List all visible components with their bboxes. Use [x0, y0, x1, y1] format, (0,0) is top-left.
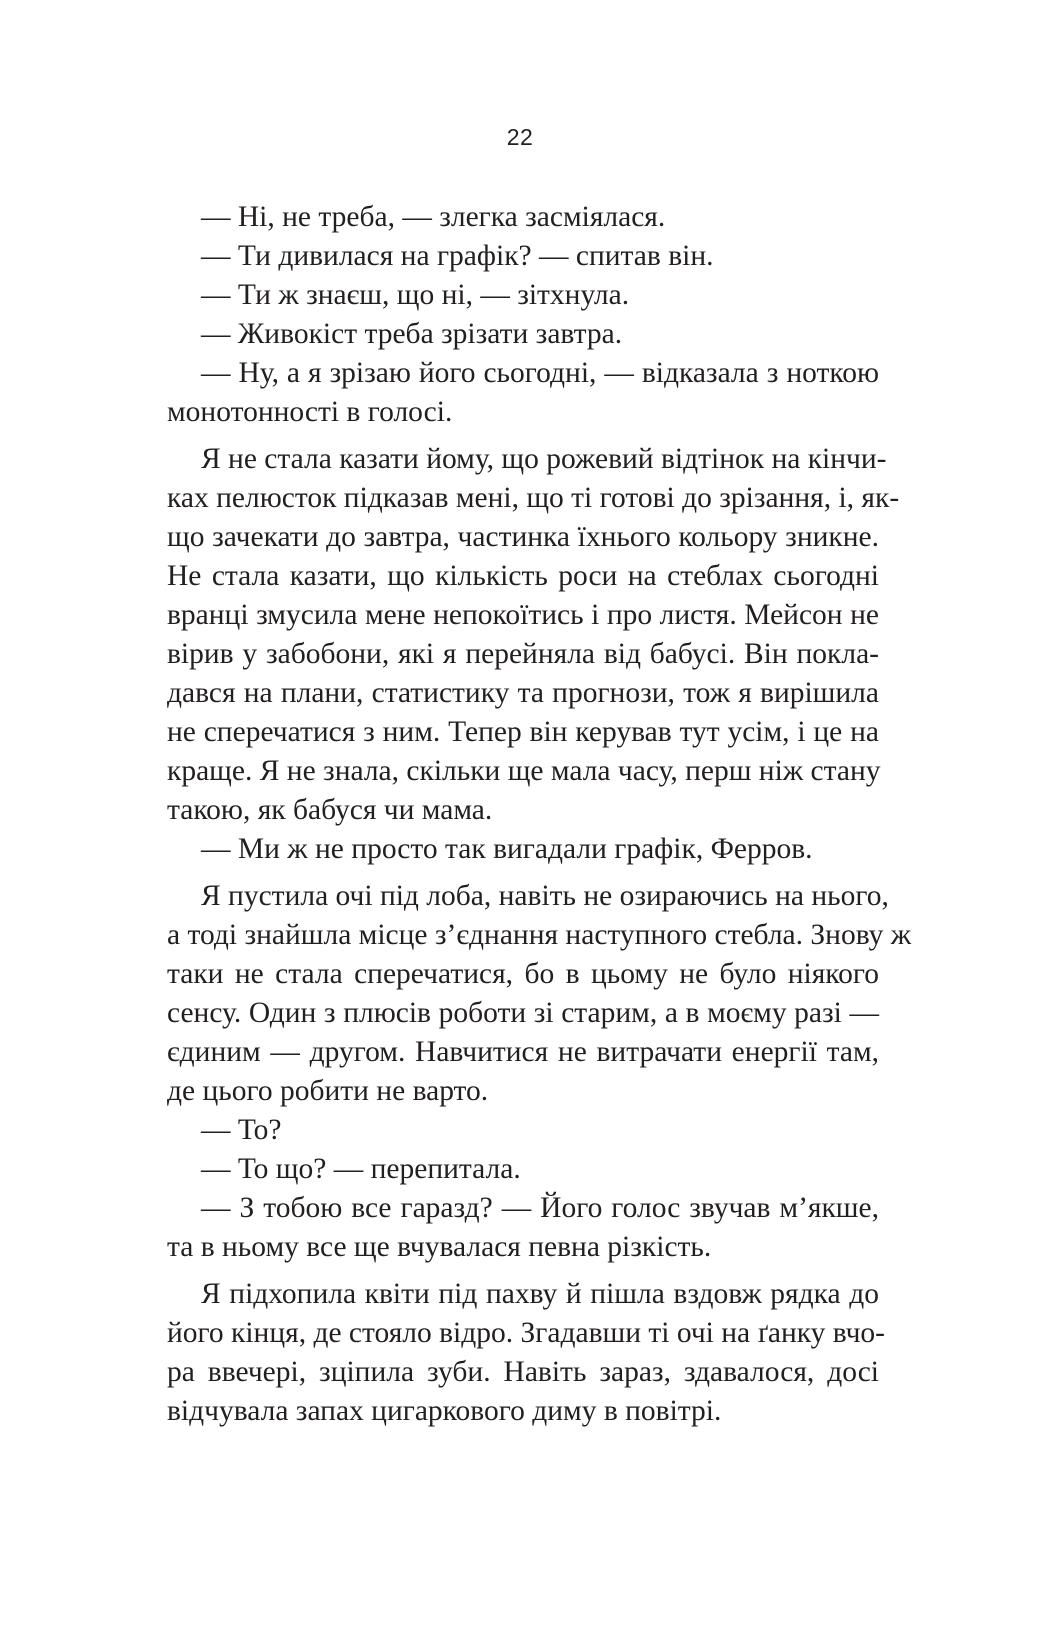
text-line: монотонності в голосі.	[167, 396, 453, 428]
text-line: ках пелюсток підказав мені, що ті готові до зрізання, і, як-	[167, 482, 900, 514]
body-text	[167, 198, 912, 1431]
paragraph-gap	[167, 1267, 879, 1275]
text-line: дався на плани, статистику та прогнози, тож я вирішила	[167, 677, 879, 709]
text-line: Я підхопила квіти під пахву й пішла вздовж рядка до	[201, 1278, 879, 1310]
text-line: — Живокіст треба зрізати завтра.	[201, 318, 623, 350]
text-line: — Ні, не треба, — злегка засміялася.	[201, 201, 666, 233]
text-line: сенсу. Один з плюсів роботи зі старим, а в моєму разі —	[167, 997, 879, 1029]
paragraph-gap	[167, 432, 879, 440]
text-line: таки не стала сперечатися, бо в цьому не було ніякого	[167, 958, 879, 990]
text-line: та в ньому все ще вчувалася певна різкість.	[167, 1231, 712, 1263]
text-line: — То?	[201, 1114, 282, 1146]
page-number: 22	[506, 124, 534, 150]
text-line: Я не стала казати йому, що рожевий відтінок на кінчи-	[201, 443, 887, 475]
text-line: вірив у забобони, які я перейняла від бабусі. Він покла-	[167, 638, 879, 670]
text-line: його кінця, де стояло відро. Згадавши ті очі на ґанку вчо-	[167, 1317, 885, 1349]
text-line: ра ввечері, зціпила зуби. Навіть зараз, здавалося, досі	[167, 1356, 879, 1388]
text-line: — Ну, а я зрізаю його сьогодні, — відказала з ноткою	[201, 357, 879, 389]
text-line: Не стала казати, що кількість роси на стеблах сьогодні	[167, 560, 879, 592]
text-line: єдиним — другом. Навчитися не витрачати енергії там,	[167, 1036, 879, 1068]
text-line: відчувала запах цигаркового диму в повітрі.	[167, 1395, 722, 1427]
text-line: — Ми ж не просто так вигадали графік, Ферров.	[201, 833, 813, 865]
text-line: краще. Я не знала, скільки ще мала часу, перш ніж стану	[167, 755, 881, 787]
text-line: Я пустила очі під лоба, навіть не озираючись на нього,	[201, 880, 889, 912]
text-line: такою, як бабуся чи мама.	[167, 794, 493, 826]
text-line: де цього робити не варто.	[167, 1075, 489, 1107]
text-line: — То що? — перепитала.	[201, 1153, 521, 1185]
text-line: вранці змусила мене непокоїтись і про листя. Мейсон не	[167, 599, 879, 631]
text-line: що зачекати до завтра, частинка їхнього кольору зникне.	[167, 521, 879, 553]
text-line: — Ти ж знаєш, що ні, — зітхнула.	[201, 279, 630, 311]
text-line: — З тобою все гаразд? — Його голос звучав м’якше,	[201, 1192, 879, 1224]
text-line: не сперечатися з ним. Тепер він керував тут усім, і це на	[167, 716, 879, 748]
text-line: а тоді знайшла місце з’єднання наступного стебла. Знову ж	[167, 919, 912, 951]
paragraph-gap	[167, 869, 879, 877]
text-line: — Ти дивилася на графік? — спитав він.	[201, 240, 714, 272]
